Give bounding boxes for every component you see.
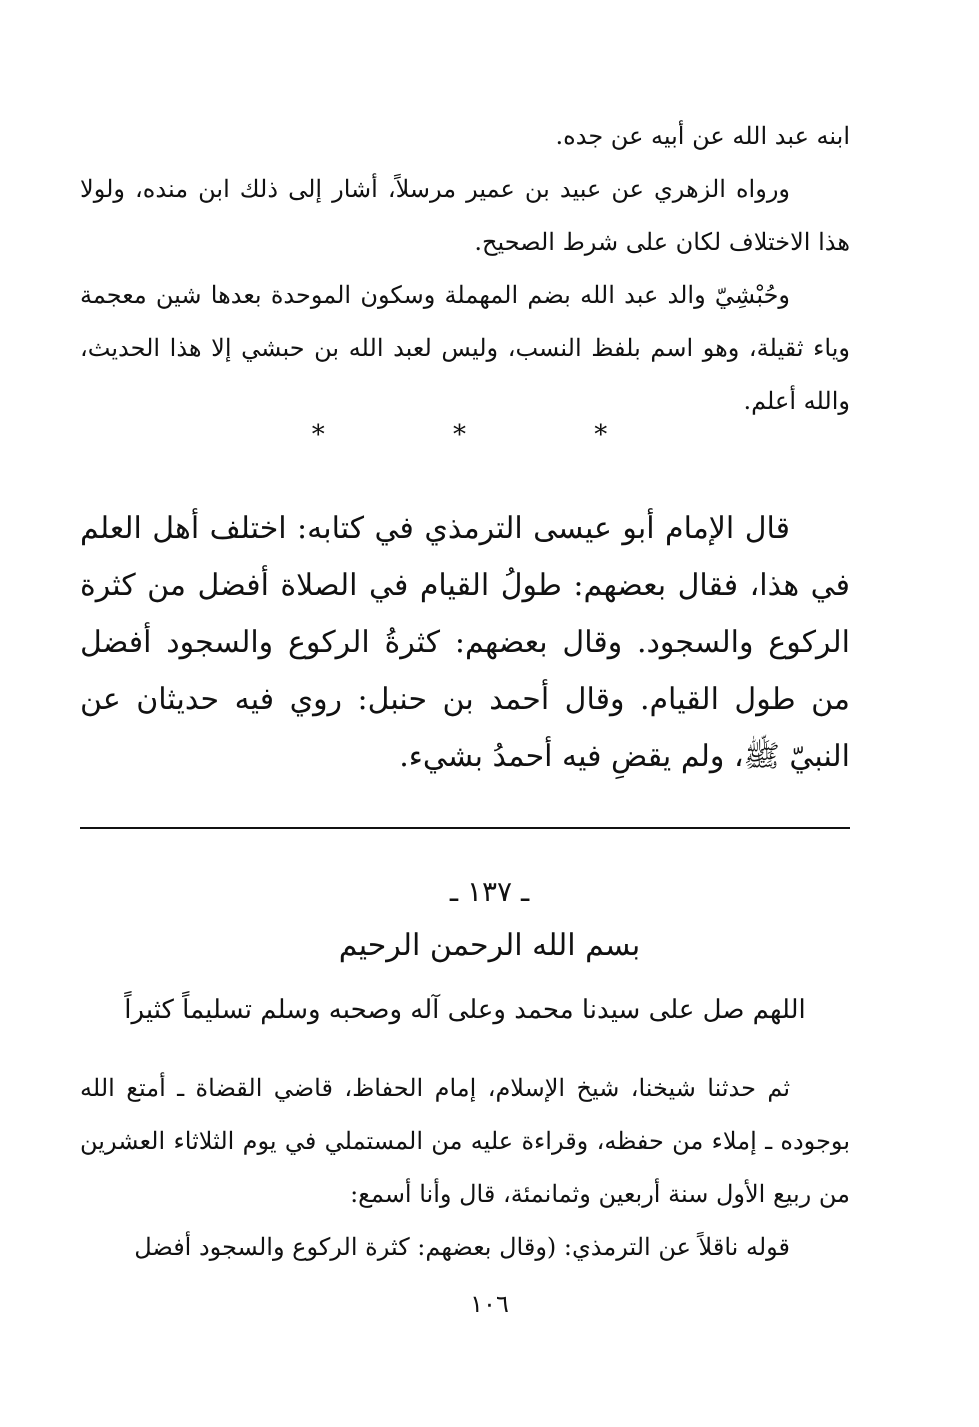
footnote-number: ـ ١٣٧ ـ xyxy=(449,875,530,908)
basmala: بسم الله الرحمن الرحيم xyxy=(338,928,641,963)
main-paragraph: قال الإمام أبو عيسى الترمذي في كتابه: اختلف أهل العلم في هذا، فقال بعضهم: طولُ القيام في الصلاة أفضل من كثرة الركوع والسجود. وقال بعضهم: كثرةُ الركوع والسجود أفضل من طول القيام. وقال أحمد بن حنبل: روي فيه حديثان عن النبيّ ﷺ، ولم يقضِ فيه أحمدُ بشيء. xyxy=(80,511,850,774)
top-section xyxy=(80,110,850,428)
footnote-paragraph-2: قوله ناقلاً عن الترمذي: (وقال بعضهم: كثرة الركوع والسجود أفضل xyxy=(134,1233,790,1261)
salawat-line: اللهم صل على سيدنا محمد وعلى آله وصحبه وسلم تسليماً كثيراً xyxy=(124,995,806,1025)
main-section xyxy=(80,500,850,785)
page-number: ١٠٦ xyxy=(470,1290,509,1318)
footnote-body xyxy=(80,1062,850,1274)
footnote-paragraph-1: ثم حدثنا شيخنا، شيخ الإسلام، إمام الحفاظ، قاضي القضاة ـ أمتع الله بوجوده ـ إملاء من حفظه، وقراءة عليه من المستملي في يوم الثلاثاء العشرين من ربيع الأول سنة أربعين وثمانمئة، قال وأنا أسمع: xyxy=(80,1074,850,1208)
section-separator-stars: * * * xyxy=(311,420,668,450)
continuation-line: ابنه عبد الله عن أبيه عن جده. xyxy=(555,122,850,150)
top-paragraph-2: ورواه الزهري عن عبيد بن عمير مرسلاً، أشار إلى ذلك ابن منده، ولولا هذا الاختلاف لكان على شرط الصحيح. xyxy=(80,175,850,256)
top-paragraph-3: وحُبْشِيّ والد عبد الله بضم المهملة وسكون الموحدة بعدها شين معجمة وياء ثقيلة، وهو اسم بلفظ النسب، وليس لعبد الله بن حبشي إلا هذا الحديث، والله أعلم. xyxy=(80,281,850,415)
footnote-divider xyxy=(80,827,850,829)
